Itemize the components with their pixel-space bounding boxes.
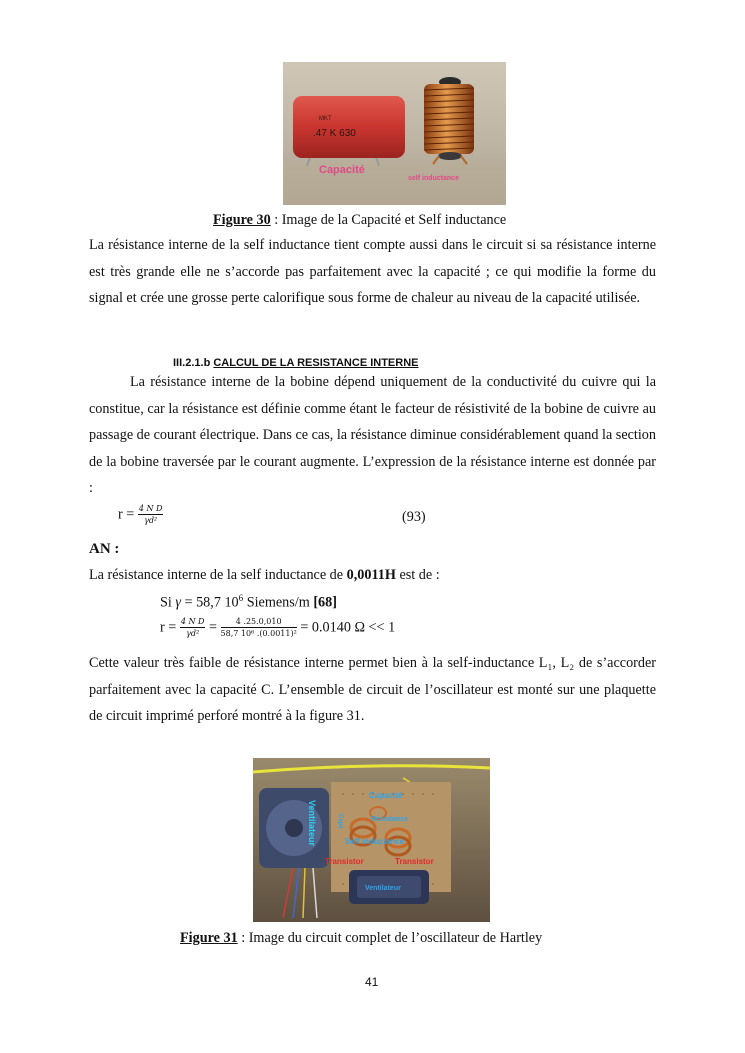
gamma-line bbox=[160, 593, 337, 612]
paragraph-conclusion: Cette valeur très faible de résistance interne permet bien à la self-inductance L₁, L₂ de s’accorder parfaitement avec la capacité C. L’ensemble de circuit de l’oscillateur est monté sur une plaquette de circuit imprimé perforé montré à la figure 31. bbox=[89, 655, 656, 724]
gamma-value: = 58,7 10 bbox=[180, 594, 239, 611]
paragraph-internal-resistance: La résistance interne de la self inductance tient compte aussi dans le circuit si sa résistance interne est très grande elle ne s’accorde pas parfaitement avec la capacité ; ce qui modifie la forme du signal et crée une grosse perte calorifique sous forme de chaleur au niveau de la capacité utilisée. bbox=[89, 237, 656, 306]
label-fan-bottom: Ventilateur bbox=[365, 885, 401, 892]
figure-31-image bbox=[253, 758, 490, 922]
capacitor-label: Capacité bbox=[319, 164, 365, 176]
inductor-label: self inductance bbox=[408, 175, 459, 182]
figure-30-caption bbox=[213, 212, 506, 229]
gamma-reference: [68] bbox=[313, 594, 337, 611]
an-intro-pre: La résistance interne de la self inductance de bbox=[89, 567, 347, 583]
calc-frac1-den: γd² bbox=[186, 629, 200, 638]
calc-equals: = bbox=[205, 619, 221, 636]
label-transistor-right: Transistor bbox=[395, 857, 434, 866]
gamma-pre: Si bbox=[160, 594, 176, 611]
calc-result: = 0.0140 Ω << 1 bbox=[296, 619, 396, 636]
capacitor-marking: .47 K 630 bbox=[313, 128, 356, 139]
calc-frac2-den: 58,7 10⁶ .(0.0011)² bbox=[220, 629, 297, 638]
figure-30-caption-text: : Image de la Capacité et Self inductance bbox=[270, 212, 507, 228]
page-number: 41 bbox=[365, 975, 379, 989]
gamma-exponent: 6 bbox=[238, 593, 244, 603]
equation-numerator: 4 N D bbox=[138, 504, 163, 513]
figure-31-caption-text: : Image du circuit complet de l’oscillateur de Hartley bbox=[237, 930, 543, 946]
figure-30-image bbox=[283, 62, 506, 205]
section-title: CALCUL DE LA RESISTANCE INTERNE bbox=[213, 357, 419, 369]
label-fan-left: Ventilateur bbox=[307, 800, 317, 847]
equation-fraction bbox=[138, 504, 164, 526]
label-capa-small: Capa bbox=[337, 814, 343, 829]
calc-frac1-num: 4 N D bbox=[180, 617, 205, 626]
inductor-coil bbox=[424, 77, 474, 164]
equation-93 bbox=[118, 504, 163, 526]
figure-31-caption bbox=[180, 930, 542, 947]
calc-fraction-numeric bbox=[221, 617, 297, 639]
gamma-unit: Siemens/m bbox=[243, 594, 314, 611]
calc-lhs: r = bbox=[160, 619, 180, 636]
equation-lhs: r = bbox=[118, 506, 138, 523]
an-inductance-value: 0,0011H bbox=[346, 567, 396, 583]
an-intro-post: est de : bbox=[395, 567, 440, 583]
gamma-symbol: γ bbox=[175, 594, 181, 611]
equation-denominator: γd² bbox=[144, 516, 158, 525]
calc-frac2-num: 4 .25.0,010 bbox=[221, 617, 297, 628]
paragraph-calculation: La résistance interne de la bobine dépend uniquement de la conductivité du cuivre qui la constitue, car la résistance est définie comme étant le facteur de résistivité de la bobine de cuivre au passage de courant électrique. Dans ce cas, la résistance diminue considérablement quand la section de la bobine traversée par le courant augmente. L’expression de la résistance interne est donnée par : bbox=[89, 374, 656, 496]
label-resistance: Résistance bbox=[371, 816, 408, 823]
an-heading: AN : bbox=[89, 541, 120, 557]
calc-fraction-symbolic bbox=[180, 617, 206, 639]
label-transistor-left: Transistor bbox=[325, 857, 364, 866]
label-self-inductance: Self inductance bbox=[345, 837, 405, 846]
capacitor-body bbox=[293, 96, 405, 158]
equation-93-number: (93) bbox=[402, 509, 426, 525]
capacitor-marking-small: MKT bbox=[319, 116, 332, 122]
section-heading bbox=[173, 357, 419, 369]
figure-31-number: Figure 31 bbox=[180, 930, 238, 946]
calculation-line bbox=[160, 617, 395, 639]
section-number: III.2.1.b bbox=[173, 357, 214, 369]
figure-30-number: Figure 30 bbox=[213, 212, 271, 228]
label-capacitor: Capacité bbox=[369, 791, 403, 800]
an-intro-line bbox=[89, 567, 440, 584]
